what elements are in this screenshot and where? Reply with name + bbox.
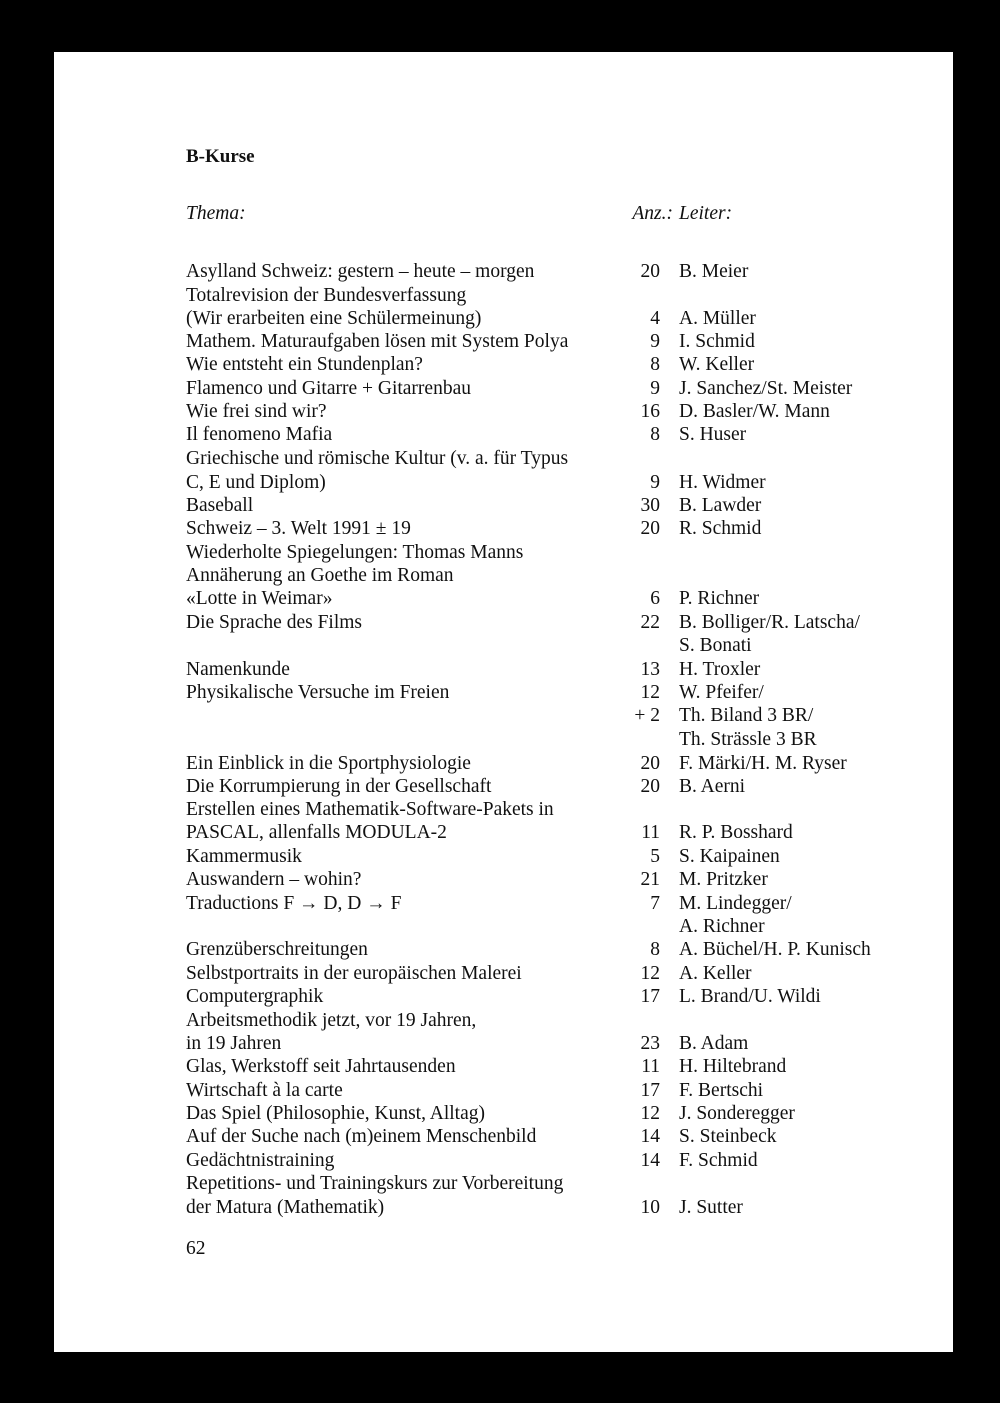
course-topic: Repetitions- und Trainingskurs zur Vorbereitung [186, 1173, 564, 1194]
course-count: 10 [640, 1197, 660, 1218]
course-row [0, 939, 1000, 962]
course-leader: H. Hiltebrand [679, 1056, 787, 1077]
course-row [0, 963, 1000, 986]
course-leader: B. Lawder [679, 495, 762, 516]
course-row [0, 261, 1000, 284]
course-leader: A. Büchel/H. P. Kunisch [679, 939, 871, 960]
course-leader: S. Huser [679, 424, 747, 445]
course-topic: Auswandern – wohin? [186, 869, 362, 890]
course-topic: Mathem. Maturaufgaben lösen mit System Polya [186, 331, 569, 352]
course-topic: in 19 Jahren [186, 1033, 282, 1054]
course-topic: Schweiz – 3. Welt 1991 ± 19 [186, 518, 411, 539]
course-leader: B. Meier [679, 261, 749, 282]
course-topic: Namenkunde [186, 659, 290, 680]
course-count: 14 [640, 1126, 660, 1147]
course-leader: L. Brand/U. Wildi [679, 986, 821, 1007]
course-leader: A. Müller [679, 308, 756, 329]
course-row [0, 753, 1000, 776]
course-topic: PASCAL, allenfalls MODULA-2 [186, 822, 447, 843]
column-header-thema: Thema: [186, 203, 246, 224]
course-count: 12 [640, 682, 660, 703]
course-topic: Wiederholte Spiegelungen: Thomas Manns [186, 542, 524, 563]
course-row [0, 354, 1000, 377]
course-count: 8 [650, 939, 660, 960]
course-row [0, 331, 1000, 354]
course-row [0, 518, 1000, 541]
course-count: 5 [650, 846, 660, 867]
section-heading: B-Kurse [186, 146, 255, 167]
course-topic: Annäherung an Goethe im Roman [186, 565, 454, 586]
course-count: 12 [640, 963, 660, 984]
course-topic: C, E und Diplom) [186, 472, 326, 493]
course-topic: Arbeitsmethodik jetzt, vor 19 Jahren, [186, 1010, 477, 1031]
course-leader: D. Basler/W. Mann [679, 401, 830, 422]
course-leader: W. Pfeifer/ [679, 682, 764, 703]
course-topic: Die Sprache des Films [186, 612, 363, 633]
column-header-anz: Anz.: [632, 203, 673, 224]
course-topic: Wirtschaft à la carte [186, 1080, 343, 1101]
course-count: 9 [650, 378, 660, 399]
course-count: 9 [650, 331, 660, 352]
course-row [0, 1103, 1000, 1126]
course-count: 22 [640, 612, 660, 633]
course-count: 12 [640, 1103, 660, 1124]
course-row [0, 1150, 1000, 1173]
course-leader: W. Keller [679, 354, 755, 375]
course-topic: Selbstportraits in der europäischen Malerei [186, 963, 522, 984]
course-topic: Traductions F → D, D → F [186, 893, 402, 914]
course-row [0, 378, 1000, 401]
course-count: 21 [640, 869, 660, 890]
course-count: 20 [640, 776, 660, 797]
course-row [0, 659, 1000, 682]
course-count: 17 [640, 1080, 660, 1101]
course-leader: P. Richner [679, 588, 760, 609]
course-leader: H. Troxler [679, 659, 761, 680]
course-leader: Th. Strässle 3 BR [679, 729, 817, 750]
course-topic: Grenzüberschreitungen [186, 939, 368, 960]
course-topic: Ein Einblick in die Sportphysiologie [186, 753, 471, 774]
course-topic: der Matura (Mathematik) [186, 1197, 385, 1218]
course-row [0, 822, 1000, 845]
course-topic: Glas, Werkstoff seit Jahrtausenden [186, 1056, 456, 1077]
course-topic: Gedächtnistraining [186, 1150, 335, 1171]
course-row [0, 1056, 1000, 1079]
course-topic: Baseball [186, 495, 254, 516]
course-leader: F. Bertschi [679, 1080, 764, 1101]
course-row [0, 1197, 1000, 1220]
course-topic: Die Korrumpierung in der Gesellschaft [186, 776, 492, 797]
course-row [0, 1126, 1000, 1149]
course-count: 4 [650, 308, 660, 329]
course-count: 8 [650, 424, 660, 445]
course-count: 16 [640, 401, 660, 422]
course-leader: B. Aerni [679, 776, 746, 797]
course-leader: R. P. Bosshard [679, 822, 793, 843]
course-row [0, 588, 1000, 611]
course-row [0, 682, 1000, 705]
course-row [0, 308, 1000, 331]
course-leader: B. Bolliger/R. Latscha/ [679, 612, 860, 633]
course-leader: Th. Biland 3 BR/ [679, 705, 814, 726]
course-topic: Griechische und römische Kultur (v. a. für Typus [186, 448, 569, 469]
course-row [0, 916, 1000, 939]
course-count: 11 [641, 1056, 660, 1077]
course-row [0, 799, 1000, 822]
course-topic: Totalrevision der Bundesverfassung [186, 285, 467, 306]
course-count: 20 [640, 753, 660, 774]
course-row [0, 986, 1000, 1009]
course-leader: A. Richner [679, 916, 765, 937]
course-count: 9 [650, 472, 660, 493]
course-row [0, 729, 1000, 752]
course-topic: Auf der Suche nach (m)einem Menschenbild [186, 1126, 537, 1147]
course-topic: Wie frei sind wir? [186, 401, 327, 422]
course-leader: B. Adam [679, 1033, 749, 1054]
course-leader: R. Schmid [679, 518, 762, 539]
page-number: 62 [186, 1238, 206, 1259]
course-leader: M. Pritzker [679, 869, 768, 890]
course-row [0, 869, 1000, 892]
course-count: 30 [640, 495, 660, 516]
course-count: 13 [640, 659, 660, 680]
course-leader: S. Steinbeck [679, 1126, 777, 1147]
course-row [0, 893, 1000, 916]
course-row [0, 472, 1000, 495]
course-count: 14 [640, 1150, 660, 1171]
course-leader: I. Schmid [679, 331, 755, 352]
course-row [0, 612, 1000, 635]
course-leader: A. Keller [679, 963, 752, 984]
course-topic: Flamenco und Gitarre + Gitarrenbau [186, 378, 471, 399]
course-row [0, 705, 1000, 728]
course-topic: Kammermusik [186, 846, 302, 867]
course-count: 8 [650, 354, 660, 375]
course-topic: Computergraphik [186, 986, 324, 1007]
course-leader: J. Sutter [679, 1197, 743, 1218]
course-leader: F. Märki/H. M. Ryser [679, 753, 847, 774]
course-topic: Physikalische Versuche im Freien [186, 682, 450, 703]
course-leader: S. Bonati [679, 635, 752, 656]
course-row [0, 285, 1000, 308]
course-topic: Wie entsteht ein Stundenplan? [186, 354, 423, 375]
course-count: 6 [650, 588, 660, 609]
course-row [0, 542, 1000, 565]
course-count: 20 [640, 518, 660, 539]
course-topic: Il fenomeno Mafia [186, 424, 333, 445]
course-row [0, 1010, 1000, 1033]
course-leader: J. Sonderegger [679, 1103, 795, 1124]
course-row [0, 635, 1000, 658]
course-row [0, 448, 1000, 471]
course-row [0, 1080, 1000, 1103]
course-count: 17 [640, 986, 660, 1007]
course-topic: «Lotte in Weimar» [186, 588, 333, 609]
course-row [0, 565, 1000, 588]
course-leader: F. Schmid [679, 1150, 758, 1171]
column-header-leiter: Leiter: [679, 203, 733, 224]
course-row [0, 776, 1000, 799]
course-leader: H. Widmer [679, 472, 766, 493]
course-count: 11 [641, 822, 660, 843]
course-topic: (Wir erarbeiten eine Schülermeinung) [186, 308, 482, 329]
course-row [0, 1033, 1000, 1056]
course-topic: Asylland Schweiz: gestern – heute – morgen [186, 261, 535, 282]
course-topic: Das Spiel (Philosophie, Kunst, Alltag) [186, 1103, 485, 1124]
course-row [0, 424, 1000, 447]
course-leader: J. Sanchez/St. Meister [679, 378, 853, 399]
course-row [0, 495, 1000, 518]
course-leader: M. Lindegger/ [679, 893, 792, 914]
course-topic: Erstellen eines Mathematik-Software-Pakets in [186, 799, 554, 820]
course-count: 23 [640, 1033, 660, 1054]
course-count: + 2 [634, 705, 660, 726]
course-leader: S. Kaipainen [679, 846, 780, 867]
course-count: 7 [650, 893, 660, 914]
course-row [0, 846, 1000, 869]
course-row [0, 401, 1000, 424]
course-row [0, 1173, 1000, 1196]
course-count: 20 [640, 261, 660, 282]
